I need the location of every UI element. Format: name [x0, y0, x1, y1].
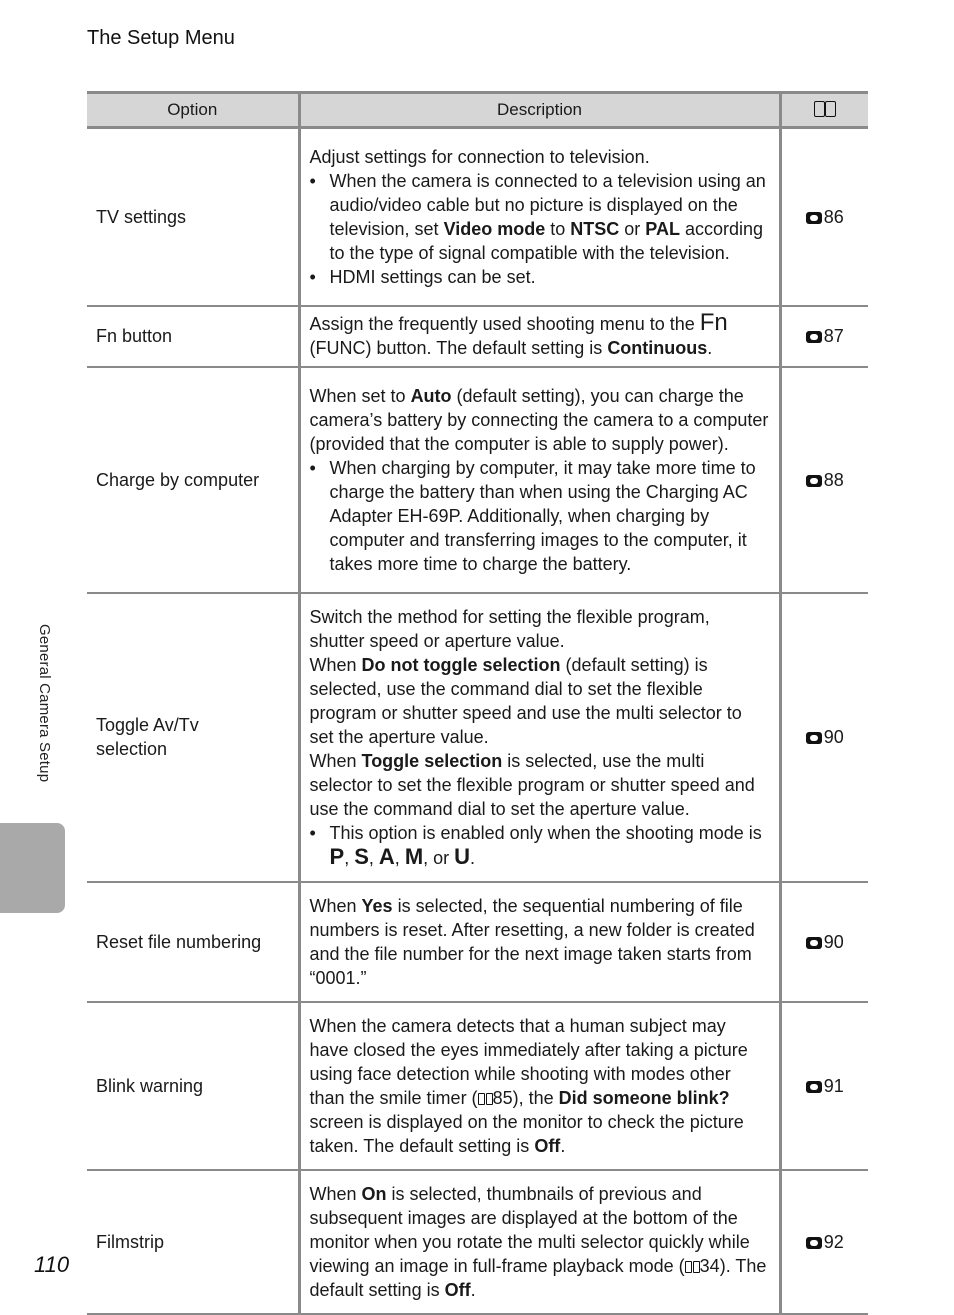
- book-icon: [478, 1093, 493, 1105]
- section-tab-marker: [0, 823, 65, 913]
- bullet-icon: •: [309, 457, 316, 478]
- option-description: [299, 128, 780, 306]
- bullet-icon: •: [309, 266, 316, 287]
- bullet-icon: •: [309, 822, 316, 843]
- reference-page: 86: [823, 206, 844, 227]
- option-name: Fn button: [87, 306, 299, 367]
- description-text: Adjust settings for connection to television.: [309, 146, 650, 167]
- reference-cell: [780, 367, 868, 593]
- reference-section-icon: [806, 331, 822, 343]
- option-name: Charge by computer: [87, 367, 299, 593]
- reference-page: 90: [823, 931, 844, 952]
- option-description: When the camera detects that a human subject may have closed the eyes immediately after taking a picture using face detection while shooting with modes other than the smile timer ( 85), the Did someone blink? screen is displayed on the monitor to check the picture taken. The default setting is Off.: [299, 1002, 780, 1170]
- bullet-item: • HDMI settings can be set.: [309, 266, 536, 287]
- bullet-item: • When charging by computer, it may take more time to charge the battery than when using the Charging AC Adapter EH-69P. Additionally, when charging by computer and transferring images to the computer, it takes more time to charge the battery.: [309, 457, 756, 574]
- reference-cell: [780, 1002, 868, 1170]
- reference-cell: [780, 882, 868, 1002]
- option-name: Reset file numbering: [87, 882, 299, 1002]
- book-icon: [685, 1261, 700, 1273]
- bullet-item: • When the camera is connected to a television using an audio/video cable but no picture is displayed on the television, set Video mode to NTSC or PAL according to the type of signal compatible with the television.: [309, 170, 766, 263]
- description-text: When Toggle selection is selected, use the multi selector to set the flexible program or shutter speed and use the command dial to set the aperture value.: [309, 750, 755, 819]
- reference-section-icon: [806, 212, 822, 224]
- page-number: 110: [34, 1252, 70, 1277]
- bullet-icon: •: [309, 170, 316, 191]
- table-row: [87, 593, 868, 882]
- fn-button-icon: Fn: [699, 308, 728, 336]
- reference-page: 90: [823, 727, 844, 747]
- reference-page: 91: [823, 1075, 844, 1096]
- reference-page: 88: [823, 469, 844, 490]
- reference-section-icon: [806, 732, 822, 744]
- description-text: When Do not toggle selection (default setting) is selected, use the command dial to set the flexible program or shutter speed and use the multi selector to set the aperture value.: [309, 654, 742, 747]
- mode-u-icon: U: [454, 843, 471, 869]
- reference-page: 92: [823, 1231, 844, 1252]
- mode-a-icon: A: [378, 843, 395, 869]
- bullet-item: • This option is enabled only when the shooting mode is P, S, A, M, or U.: [309, 822, 762, 869]
- setup-menu-table: [87, 91, 868, 1315]
- book-icon: [814, 101, 836, 117]
- reference-section-icon: [806, 475, 822, 487]
- option-name: TV settings: [87, 128, 299, 306]
- option-description: [299, 593, 780, 882]
- option-name: Toggle Av/Tv selection: [87, 593, 299, 882]
- table-header-row: [87, 93, 868, 128]
- reference-page: 87: [823, 326, 844, 346]
- option-description: When Yes is selected, the sequential numbering of file numbers is reset. After resetting, a new folder is created and the file number for the next image taken starts from “0001.”: [299, 882, 780, 1002]
- mode-s-icon: S: [354, 843, 369, 869]
- table-row: [87, 367, 868, 593]
- side-section-label: General Camera Setup: [36, 624, 53, 783]
- column-header-option: Option: [87, 93, 299, 128]
- table-row: [87, 1170, 868, 1314]
- reference-cell: [780, 128, 868, 306]
- option-description: When On is selected, thumbnails of previous and subsequent images are displayed at the bottom of the monitor when you rotate the multi selector quickly while viewing an image in full-frame playback mode ( 34). The default setting is Off.: [299, 1170, 780, 1314]
- table-row: [87, 128, 868, 306]
- reference-cell: [780, 1170, 868, 1314]
- option-name: Blink warning: [87, 1002, 299, 1170]
- reference-section-icon: [806, 1081, 822, 1093]
- table-row: [87, 1002, 868, 1170]
- option-name: Filmstrip: [87, 1170, 299, 1314]
- table-row: [87, 306, 868, 367]
- mode-m-icon: M: [404, 843, 424, 869]
- description-text: Switch the method for setting the flexible program, shutter speed or aperture value.: [309, 606, 710, 651]
- reference-cell: [780, 593, 868, 882]
- option-description: [299, 367, 780, 593]
- mode-p-icon: P: [329, 843, 345, 869]
- table-row: [87, 882, 868, 1002]
- reference-cell: [780, 306, 868, 367]
- column-header-description: Description: [299, 93, 780, 128]
- reference-section-icon: [806, 1237, 822, 1249]
- reference-section-icon: [806, 937, 822, 949]
- description-text: When set to Auto (default setting), you can charge the camera’s battery by connecting the camera to a computer (provided that the computer is able to supply power).: [309, 385, 769, 454]
- option-description: Assign the frequently used shooting menu to the Fn (FUNC) button. The default setting is Continuous.: [299, 306, 780, 367]
- column-header-reference: [780, 93, 868, 128]
- page-header-title: The Setup Menu: [87, 27, 235, 49]
